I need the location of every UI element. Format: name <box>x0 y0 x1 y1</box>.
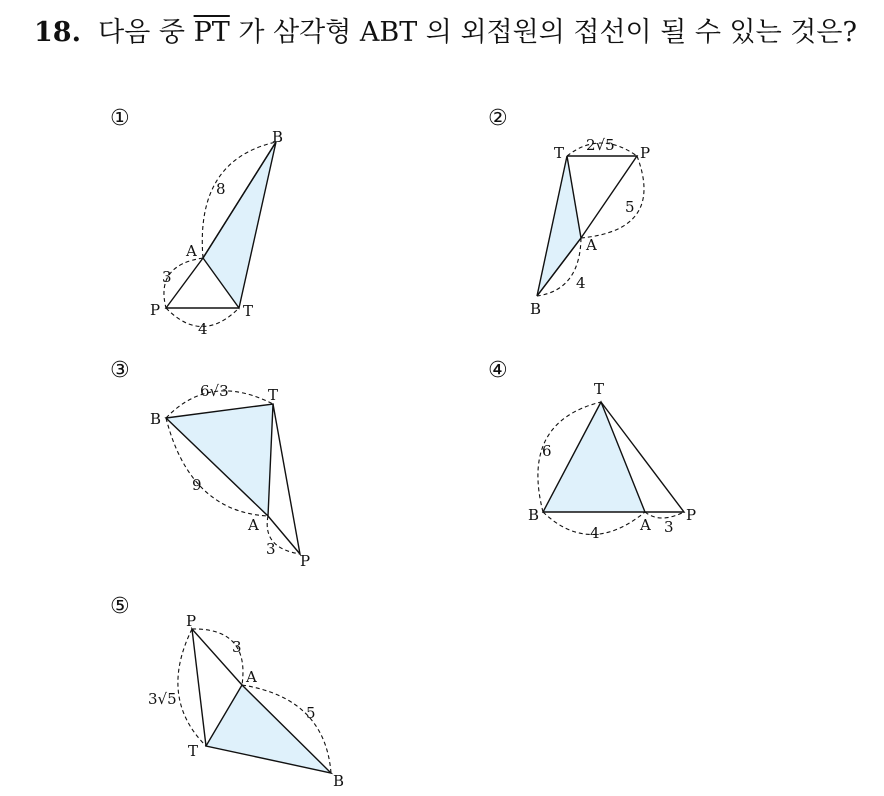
choice-3-number: ③ <box>110 358 130 383</box>
choice-2[interactable] <box>480 100 710 344</box>
segment-tpa <box>268 404 300 554</box>
label-p: P <box>686 506 697 524</box>
triangle-abt <box>537 156 581 296</box>
label-b: B <box>333 772 345 790</box>
label-p: P <box>300 552 311 570</box>
label-t: T <box>594 380 605 398</box>
length-tp: 2√5 <box>586 136 615 154</box>
arc-pt <box>178 629 206 746</box>
length-pt: 4 <box>198 320 208 338</box>
choice-2-figure <box>480 100 710 340</box>
choice-1-number: ① <box>110 106 130 131</box>
label-t: T <box>188 742 199 760</box>
choice-1[interactable] <box>100 100 330 354</box>
label-p: P <box>150 301 161 319</box>
label-a: A <box>640 516 651 534</box>
length-ba: 4 <box>590 524 600 542</box>
length-pt: 3√5 <box>148 690 177 708</box>
label-b: B <box>528 506 540 524</box>
length-ba: 9 <box>192 476 202 494</box>
triangle-abt <box>203 142 276 308</box>
length-ap: 3 <box>266 540 276 558</box>
choice-2-number: ② <box>488 106 508 131</box>
label-b: B <box>530 300 542 318</box>
choice-3-figure <box>100 352 340 582</box>
arc-pa <box>581 156 644 238</box>
length-ap: 3 <box>162 268 172 286</box>
choice-1-figure <box>100 100 330 350</box>
length-ab: 8 <box>216 180 226 198</box>
length-bt: 6√3 <box>200 382 229 400</box>
label-p: P <box>186 612 197 630</box>
label-t: T <box>243 302 254 320</box>
length-pa: 3 <box>232 638 242 656</box>
label-b: B <box>272 128 284 146</box>
label-a: A <box>248 516 259 534</box>
triangle-abt <box>543 402 645 512</box>
choice-3[interactable] <box>100 352 340 586</box>
question-text <box>34 10 857 49</box>
choice-5[interactable] <box>100 588 360 796</box>
question-text-before: 다음 중 <box>98 17 185 48</box>
choice-5-number: ⑤ <box>110 594 130 619</box>
label-a: A <box>186 242 197 260</box>
choice-4-number: ④ <box>488 358 508 383</box>
length-pa: 5 <box>625 198 635 216</box>
question-text-after: 가 삼각형 ABT 의 외접원의 접선이 될 수 있는 것은? <box>238 17 857 48</box>
label-a: A <box>586 236 597 254</box>
label-b: B <box>150 410 162 428</box>
length-ab: 4 <box>576 274 586 292</box>
label-t: T <box>554 144 565 162</box>
label-a: A <box>246 668 257 686</box>
length-ab: 5 <box>306 704 316 722</box>
segment-pt: $\overline{PT}$ <box>193 17 230 48</box>
label-t: T <box>268 386 279 404</box>
label-p: P <box>640 144 651 162</box>
question-number: 18. <box>34 17 81 48</box>
choice-5-figure <box>100 588 360 792</box>
triangle-abt <box>206 685 331 773</box>
choice-4[interactable] <box>480 352 720 566</box>
length-ap: 3 <box>664 518 674 536</box>
length-bt: 6 <box>542 442 552 460</box>
choice-4-figure <box>480 352 720 562</box>
